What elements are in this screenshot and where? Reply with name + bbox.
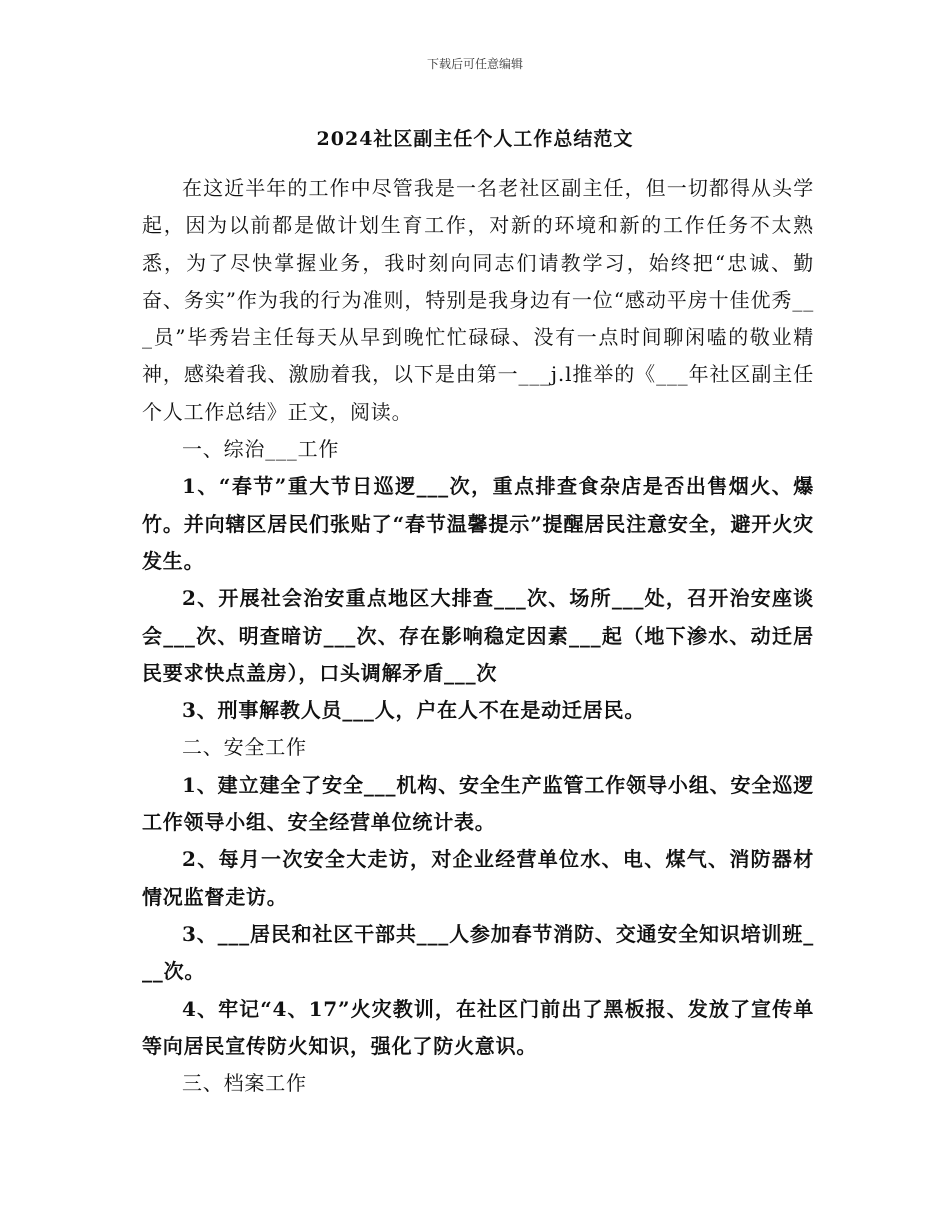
section-heading-3: 三、档案工作: [182, 1071, 307, 1096]
list-item: 1、建立建全了安全___机构、安全生产监管工作领导小组、安全巡逻工作领导小组、安全经营单位统计表。: [142, 772, 814, 835]
header-note: 下载后可任意编辑: [426, 57, 523, 71]
list-item: 2、开展社会治安重点地区大排查___次、场所___处，召开治安座谈会___次、明查暗访___次、存在影响稳定因素___起（地下渗水、动迁居民要求快点盖房），口头调解矛盾___次: [142, 586, 814, 685]
list-item: 1、“春节”重大节日巡逻___次，重点排查食杂店是否出售烟火、爆竹。并向辖区居民们张贴了“春节温馨提示”提醒居民注意安全，避开火灾发生。: [142, 474, 814, 573]
section-heading-1: 一、综治___工作: [182, 437, 340, 462]
list-item: 4、牢记“4、17”火灾教训，在社区门前出了黑板报、发放了宣传单等向居民宣传防火知识，强化了防火意识。: [142, 996, 814, 1058]
document-body: [142, 170, 814, 1102]
intro-paragraph: 在这近半年的工作中尽管我是一名老社区副主任，但一切都得从头学起，因为以前都是做计划生育工作，对新的环境和新的工作任务不太熟悉，为了尽快掌握业务，我时刻向同志们请教学习，始终把“忠诚、勤奋、务实”作为我的行为准则，特别是我身边有一位“感动平房十佳优秀___员”毕秀岩主任每天从早到晚忙忙碌碌、没有一点时间聊闲嗑的敬业精神，感染着我、激励着我，以下是由第一___j.l推举的《___年社区副主任个人工作总结》正文，阅读。: [142, 176, 814, 424]
list-item: 2、每月一次安全大走访，对企业经营单位水、电、煤气、消防器材情况监督走访。: [142, 847, 814, 909]
list-item: 3、刑事解教人员___人，户在人不在是动迁居民。: [182, 698, 646, 723]
list-item: 3、___居民和社区干部共___人参加春节消防、交通安全知识培训班___次。: [142, 921, 814, 984]
document-title: 2024社区副主任个人工作总结范文: [316, 128, 634, 150]
section-heading-2: 二、安全工作: [182, 735, 307, 760]
